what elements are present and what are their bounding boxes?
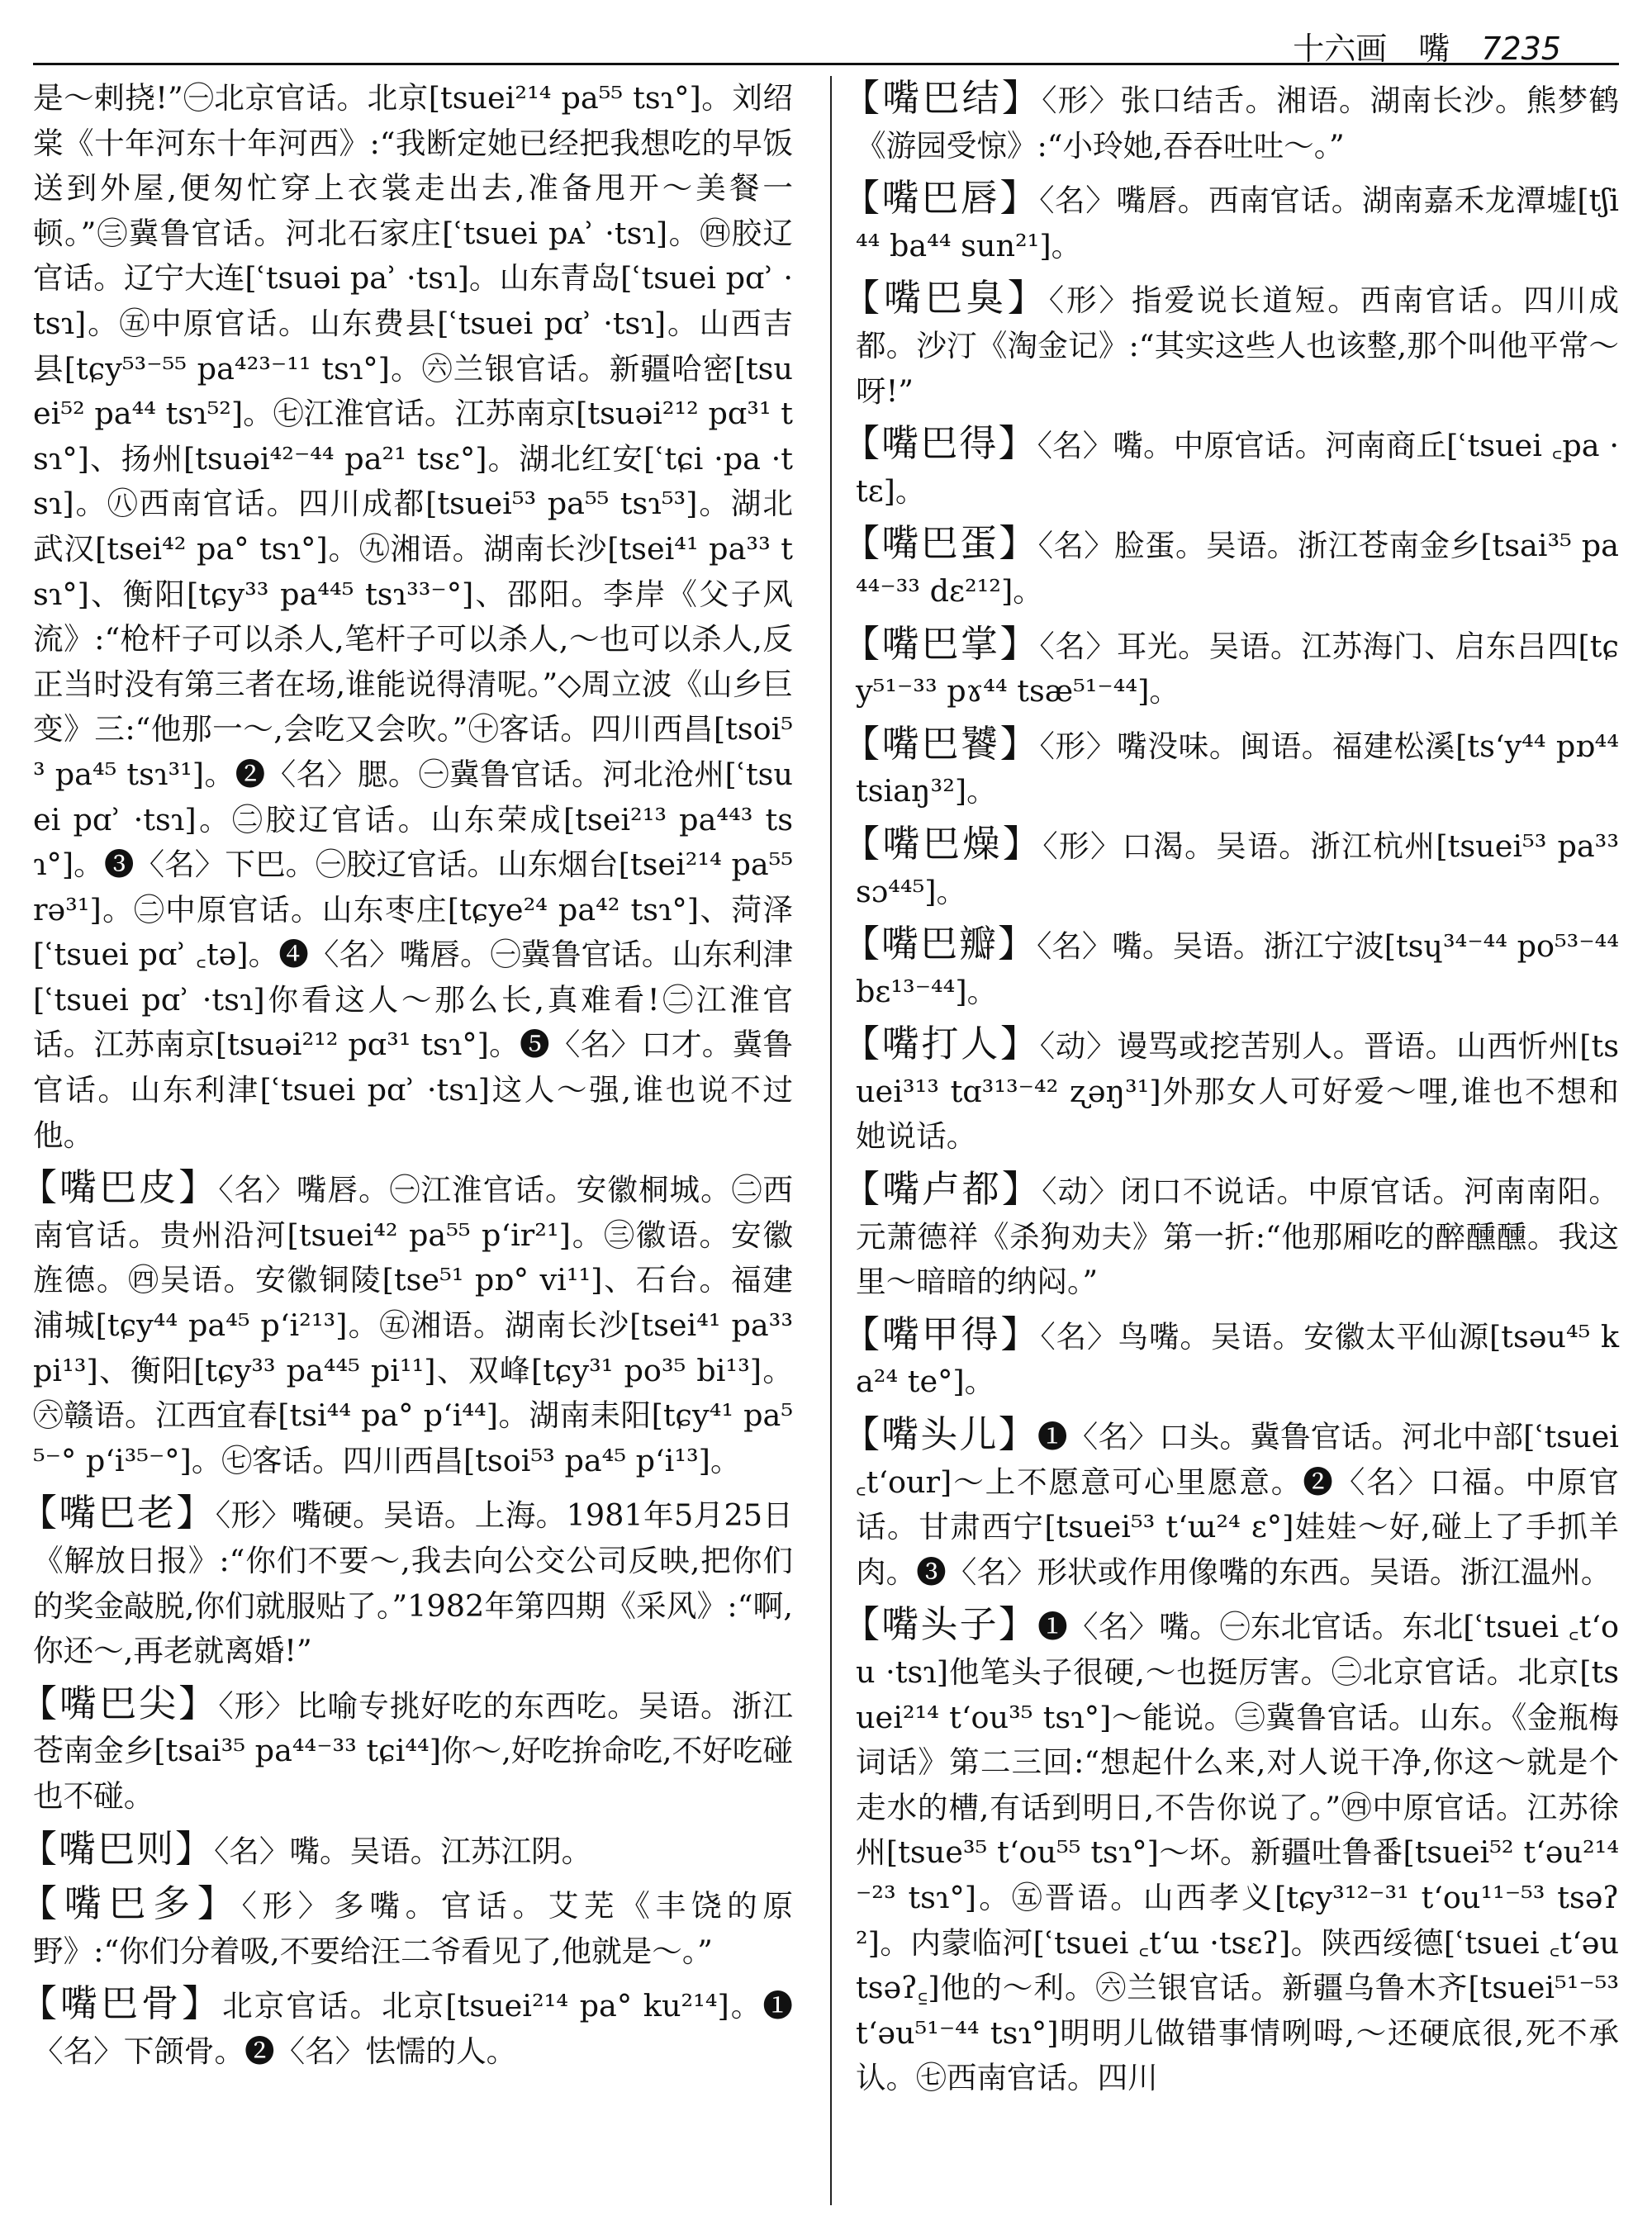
- dictionary-entry: [20, 1681, 793, 1820]
- dictionary-entry: [843, 176, 1619, 268]
- entry-text: 〈名〉鸟嘴。吴语。安徽太平仙源[tsəu⁴⁵ ka²⁴ te°]。: [856, 1318, 1619, 1400]
- dictionary-entry: [843, 1312, 1619, 1405]
- dictionary-entry: [843, 1412, 1619, 1595]
- entry-headword: 【嘴巴多】: [20, 1881, 242, 1926]
- entry-headword: 【嘴巴尖】: [20, 1681, 219, 1725]
- entry-headword: 【嘴巴骨】: [20, 1981, 223, 2026]
- dictionary-entry: [843, 922, 1619, 1014]
- entry-headword: 【嘴巴蛋】: [843, 521, 1038, 566]
- right-column: [843, 76, 1619, 2109]
- page-number: 7235: [1481, 31, 1561, 67]
- entry-headword: 【嘴巴瓣】: [843, 922, 1037, 966]
- entry-text: 〈名〉嘴。吴语。江苏江阴。: [214, 1833, 592, 1869]
- entry-text: 〈形〉张口结舌。湘语。湖南长沙。熊梦鹤《游园受惊》:“小玲她,吞吞吐吐～。”: [856, 83, 1619, 164]
- entry-headword: 【嘴巴唇】: [843, 176, 1040, 221]
- dictionary-entry: [20, 1981, 793, 2074]
- dictionary-entry: [20, 1491, 793, 1673]
- entry-headword: 【嘴巴老】: [20, 1491, 216, 1535]
- entry-headword: 【嘴卢都】: [843, 1167, 1042, 1212]
- entry-headword: 【嘴甲得】: [843, 1312, 1041, 1356]
- entry-text: 是～剌挠!”㊀北京官话。北京[tsuei²¹⁴ pa⁵⁵ tsɿ°]。刘绍棠《十年河东十年河西》:“我断定她已经把我想吃的早饭送到外屋,便匆忙穿上衣裳走出去,准备甩开～美餐一顿。”㊂冀鲁官话。河北石家庄[ʿtsuei pᴀʾ ·tsɿ]。㊃胶辽官话。辽宁大连[ʿtsuəi paʾ ·tsɿ]。山东青岛[ʿtsuei pɑʾ ·tsɿ]。㊄中原官话。山东费县[ʿtsuei pɑʾ ·tsɿ]。山西吉县[tɕy⁵³⁻⁵⁵ pa⁴²³⁻¹¹ tsɿ°]。㊅兰银官话。新疆哈密[tsuei⁵² pa⁴⁴ tsɿ⁵²]。㊆江淮官话。江苏南京[tsuəi²¹² pɑ³¹ tsɿ°]、扬州[tsuəi⁴²⁻⁴⁴ pa²¹ tsɛ°]。湖北红安[ʿtɕi ·pa ·tsɿ]。㊇西南官话。四川成都[tsuei⁵³ pa⁵⁵ tsɿ⁵³]。湖北武汉[tsei⁴² pa° tsɿ°]。㊈湘语。湖南长沙[tsei⁴¹ pa³³ tsɿ°]、衡阳[tɕy³³ pa⁴⁴⁵ tsɿ³³⁻°]、邵阳。李岸《父子风流》:“枪杆子可以杀人,笔杆子可以杀人,～也可以杀人,反正当时没有第三者在场,谁能说得清呢。”◇周立波《山乡巨变》三:“他那一～,会吃又会吹。”㊉客话。四川西昌[tsoi⁵³ pa⁴⁵ tsɿ³¹]。❷〈名〉腮。㊀冀鲁官话。河北沧州[ʿtsuei pɑʾ ·tsɿ]。㊁胶辽官话。山东荣成[tsei²¹³ pa⁴⁴³ tsɿ°]。❸〈名〉下巴。㊀胶辽官话。山东烟台[tsei²¹⁴ pa⁵⁵ rə³¹]。㊁中原官话。山东枣庄[tɕye²⁴ pa⁴² tsɿ°]、菏泽[ʿtsuei pɑʾ ꜀tə]。❹〈名〉嘴唇。㊀冀鲁官话。山东利津[ʿtsuei pɑʾ ·tsɿ]你看这人～那么长,真难看!㊁江淮官话。江苏南京[tsuəi²¹² pɑ³¹ tsɿ°]。❺〈名〉口才。冀鲁官话。山东利津[ʿtsuei pɑʾ ·tsɿ]这人～强,谁也说不过他。: [33, 80, 793, 1153]
- dictionary-entry: [20, 1165, 793, 1483]
- header-char: 嘴: [1418, 31, 1450, 67]
- entry-headword: 【嘴打人】: [843, 1022, 1040, 1066]
- entry-text: ❶〈名〉口头。冀鲁官话。河北中部[ʿtsuei ꜀tʻour]～上不愿意可心里愿意。❷〈名〉口福。中原官话。甘肃西宁[tsuei⁵³ tʻɯ²⁴ ɛ°]娃娃～好,碰上了手抓羊肉。❸〈名〉形状或作用像嘴的东西。吴语。浙江温州。: [856, 1419, 1619, 1590]
- left-column: [20, 76, 793, 2082]
- dictionary-entry: [843, 421, 1619, 514]
- dictionary-entry: [843, 721, 1619, 814]
- entry-headword: 【嘴巴燥】: [843, 821, 1043, 866]
- entry-text: 〈动〉闭口不说话。中原官话。河南南阳。元萧德祥《杀狗劝夫》第一折:“他那厢吃的醉醺醺。我这里～暗暗的纳闷。”: [856, 1174, 1619, 1300]
- dictionary-entry: [843, 1022, 1619, 1160]
- entry-text: 〈形〉嘴没味。闽语。福建松溪[tsʻy⁴⁴ pɒ⁴⁴ tsiaŋ³²]。: [856, 728, 1619, 809]
- section-label: 十六画: [1293, 31, 1388, 67]
- entry-text: 〈名〉嘴。吴语。浙江宁波[tsɥ³⁴⁻⁴⁴ po⁵³⁻⁴⁴ bɛ¹³⁻⁴⁴]。: [856, 928, 1619, 1009]
- entry-text: ❶〈名〉嘴。㊀东北官话。东北[ʿtsuei ꜀tʻou ·tsɿ]他笔头子很硬,～也挺厉害。㊁北京官话。北京[tsuei²¹⁴ tʻou³⁵ tsɿ°]～能说。㊂冀鲁官话。山东。《金瓶梅词话》第二三回:“想起什么来,对人说干净,你这～就是个走水的槽,有话到明日,不告你说了。”㊃中原官话。江苏徐州[tsue³⁵ tʻou⁵⁵ tsɿ°]～坏。新疆吐鲁番[tsuei⁵² tʻəu²¹⁴⁻²³ tsɿ°]。㊄晋语。山西孝义[tɕy³¹²⁻³¹ tʻou¹¹⁻⁵³ tsəʔ²]。内蒙临河[ʿtsuei ꜀tʻɯ ·tsɛʔ]。陕西绥德[ʿtsuei ꜀tʻəu tsəʔ꜁]他的～利。㊅兰银官话。新疆乌鲁木齐[tsuei⁵¹⁻⁵³ tʻəu⁵¹⁻⁴⁴ tsɿ°]明明儿做错事情咧呣,～还硬底很,死不承认。㊆西南官话。四川: [856, 1609, 1619, 2096]
- entry-headword: 【嘴巴饕】: [843, 721, 1040, 766]
- entry-text: 北京官话。北京[tsuei²¹⁴ pa° ku²¹⁴]。❶〈名〉下颌骨。❷〈名〉怯懦的人。: [33, 1988, 793, 2069]
- entry-continuation: [33, 76, 793, 1158]
- dictionary-entry: [843, 821, 1619, 914]
- dictionary-entry: [843, 76, 1619, 168]
- entry-text: 〈动〉谩骂或挖苦别人。晋语。山西忻州[tsuei³¹³ tɑ³¹³⁻⁴² ʐəŋ³¹]外那女人可好爱～哩,谁也不想和她说话。: [856, 1028, 1619, 1155]
- page-header: [33, 12, 1619, 65]
- dictionary-entry: [843, 1167, 1619, 1305]
- entry-text: 〈名〉嘴。中原官话。河南商丘[ʿtsuei ꜀pa ·tɛ]。: [856, 428, 1619, 509]
- entry-text: 〈形〉多嘴。官话。艾芜《丰饶的原野》:“你们分着吸,不要给汪二爷看见了,他就是～。”: [33, 1888, 793, 1969]
- entry-text: 〈形〉指爱说长道短。西南官话。四川成都。沙汀《淘金记》:“其实这些人也该整,那个叫他平常～呀!”: [856, 282, 1619, 409]
- dictionary-entry: [843, 521, 1619, 614]
- entry-headword: 【嘴巴得】: [843, 421, 1037, 466]
- entry-headword: 【嘴巴结】: [843, 76, 1042, 120]
- entry-headword: 【嘴巴皮】: [20, 1165, 219, 1210]
- dictionary-entry: [843, 1602, 1619, 2101]
- dictionary-entry: [843, 276, 1619, 414]
- dictionary-entry: [20, 1826, 793, 1875]
- dictionary-entry: [843, 621, 1619, 714]
- entry-headword: 【嘴巴则】: [20, 1826, 215, 1871]
- dictionary-entry: [20, 1881, 793, 1974]
- entry-text: 〈形〉嘴硬。吴语。上海。1981年5月25日《解放日报》:“你们不要～,我去向公交公司反映,把你们的奖金敲脱,你们就服贴了。”1982年第四期《采风》:“啊,你还～,再老就离婚!”: [33, 1497, 793, 1669]
- header-row: [1293, 23, 1561, 69]
- entry-text: 〈名〉脸蛋。吴语。浙江苍南金乡[tsai³⁵ pa⁴⁴⁻³³ dɛ²¹²]。: [856, 528, 1619, 609]
- entry-text: 〈形〉比喻专挑好吃的东西吃。吴语。浙江苍南金乡[tsai³⁵ pa⁴⁴⁻³³ tɕi⁴⁴]你～,好吃拚命吃,不好吃碰也不碰。: [33, 1687, 793, 1814]
- entry-text: 〈形〉口渴。吴语。浙江杭州[tsuei⁵³ pa³³ sɔ⁴⁴⁵]。: [856, 828, 1619, 909]
- entry-headword: 【嘴头子】: [843, 1602, 1038, 1647]
- entry-headword: 【嘴巴掌】: [843, 621, 1040, 666]
- entry-text: 〈名〉嘴唇。㊀江淮官话。安徽桐城。㊁西南官话。贵州沿河[tsuei⁴² pa⁵⁵ pʻir²¹]。㊂徽语。安徽旌德。㊃吴语。安徽铜陵[tse⁵¹ pɒ° vi¹¹]、石台。福建浦城[tɕy⁴⁴ pa⁴⁵ pʻi²¹³]。㊄湘语。湖南长沙[tsei⁴¹ pa³³ pi¹³]、衡阳[tɕy³³ pa⁴⁴⁵ pi¹¹]、双峰[tɕy³¹ po³⁵ bi¹³]。㊅赣语。江西宜春[tsi⁴⁴ pa° pʻi⁴⁴]。湖南耒阳[tɕy⁴¹ pa⁵⁵⁻° pʻi³⁵⁻°]。㊆客话。四川西昌[tsoi⁵³ pa⁴⁵ pʻi¹³]。: [33, 1172, 793, 1478]
- entry-headword: 【嘴头儿】: [843, 1412, 1037, 1457]
- entry-headword: 【嘴巴臭】: [843, 276, 1049, 320]
- entry-text: 〈名〉耳光。吴语。江苏海门、启东吕四[tɕy⁵¹⁻³³ pɤ⁴⁴ tsæ⁵¹⁻⁴⁴]。: [856, 628, 1619, 709]
- entry-text: 〈名〉嘴唇。西南官话。湖南嘉禾龙潭墟[tʃi⁴⁴ ba⁴⁴ sun²¹]。: [856, 183, 1619, 263]
- column-divider: [830, 76, 832, 2205]
